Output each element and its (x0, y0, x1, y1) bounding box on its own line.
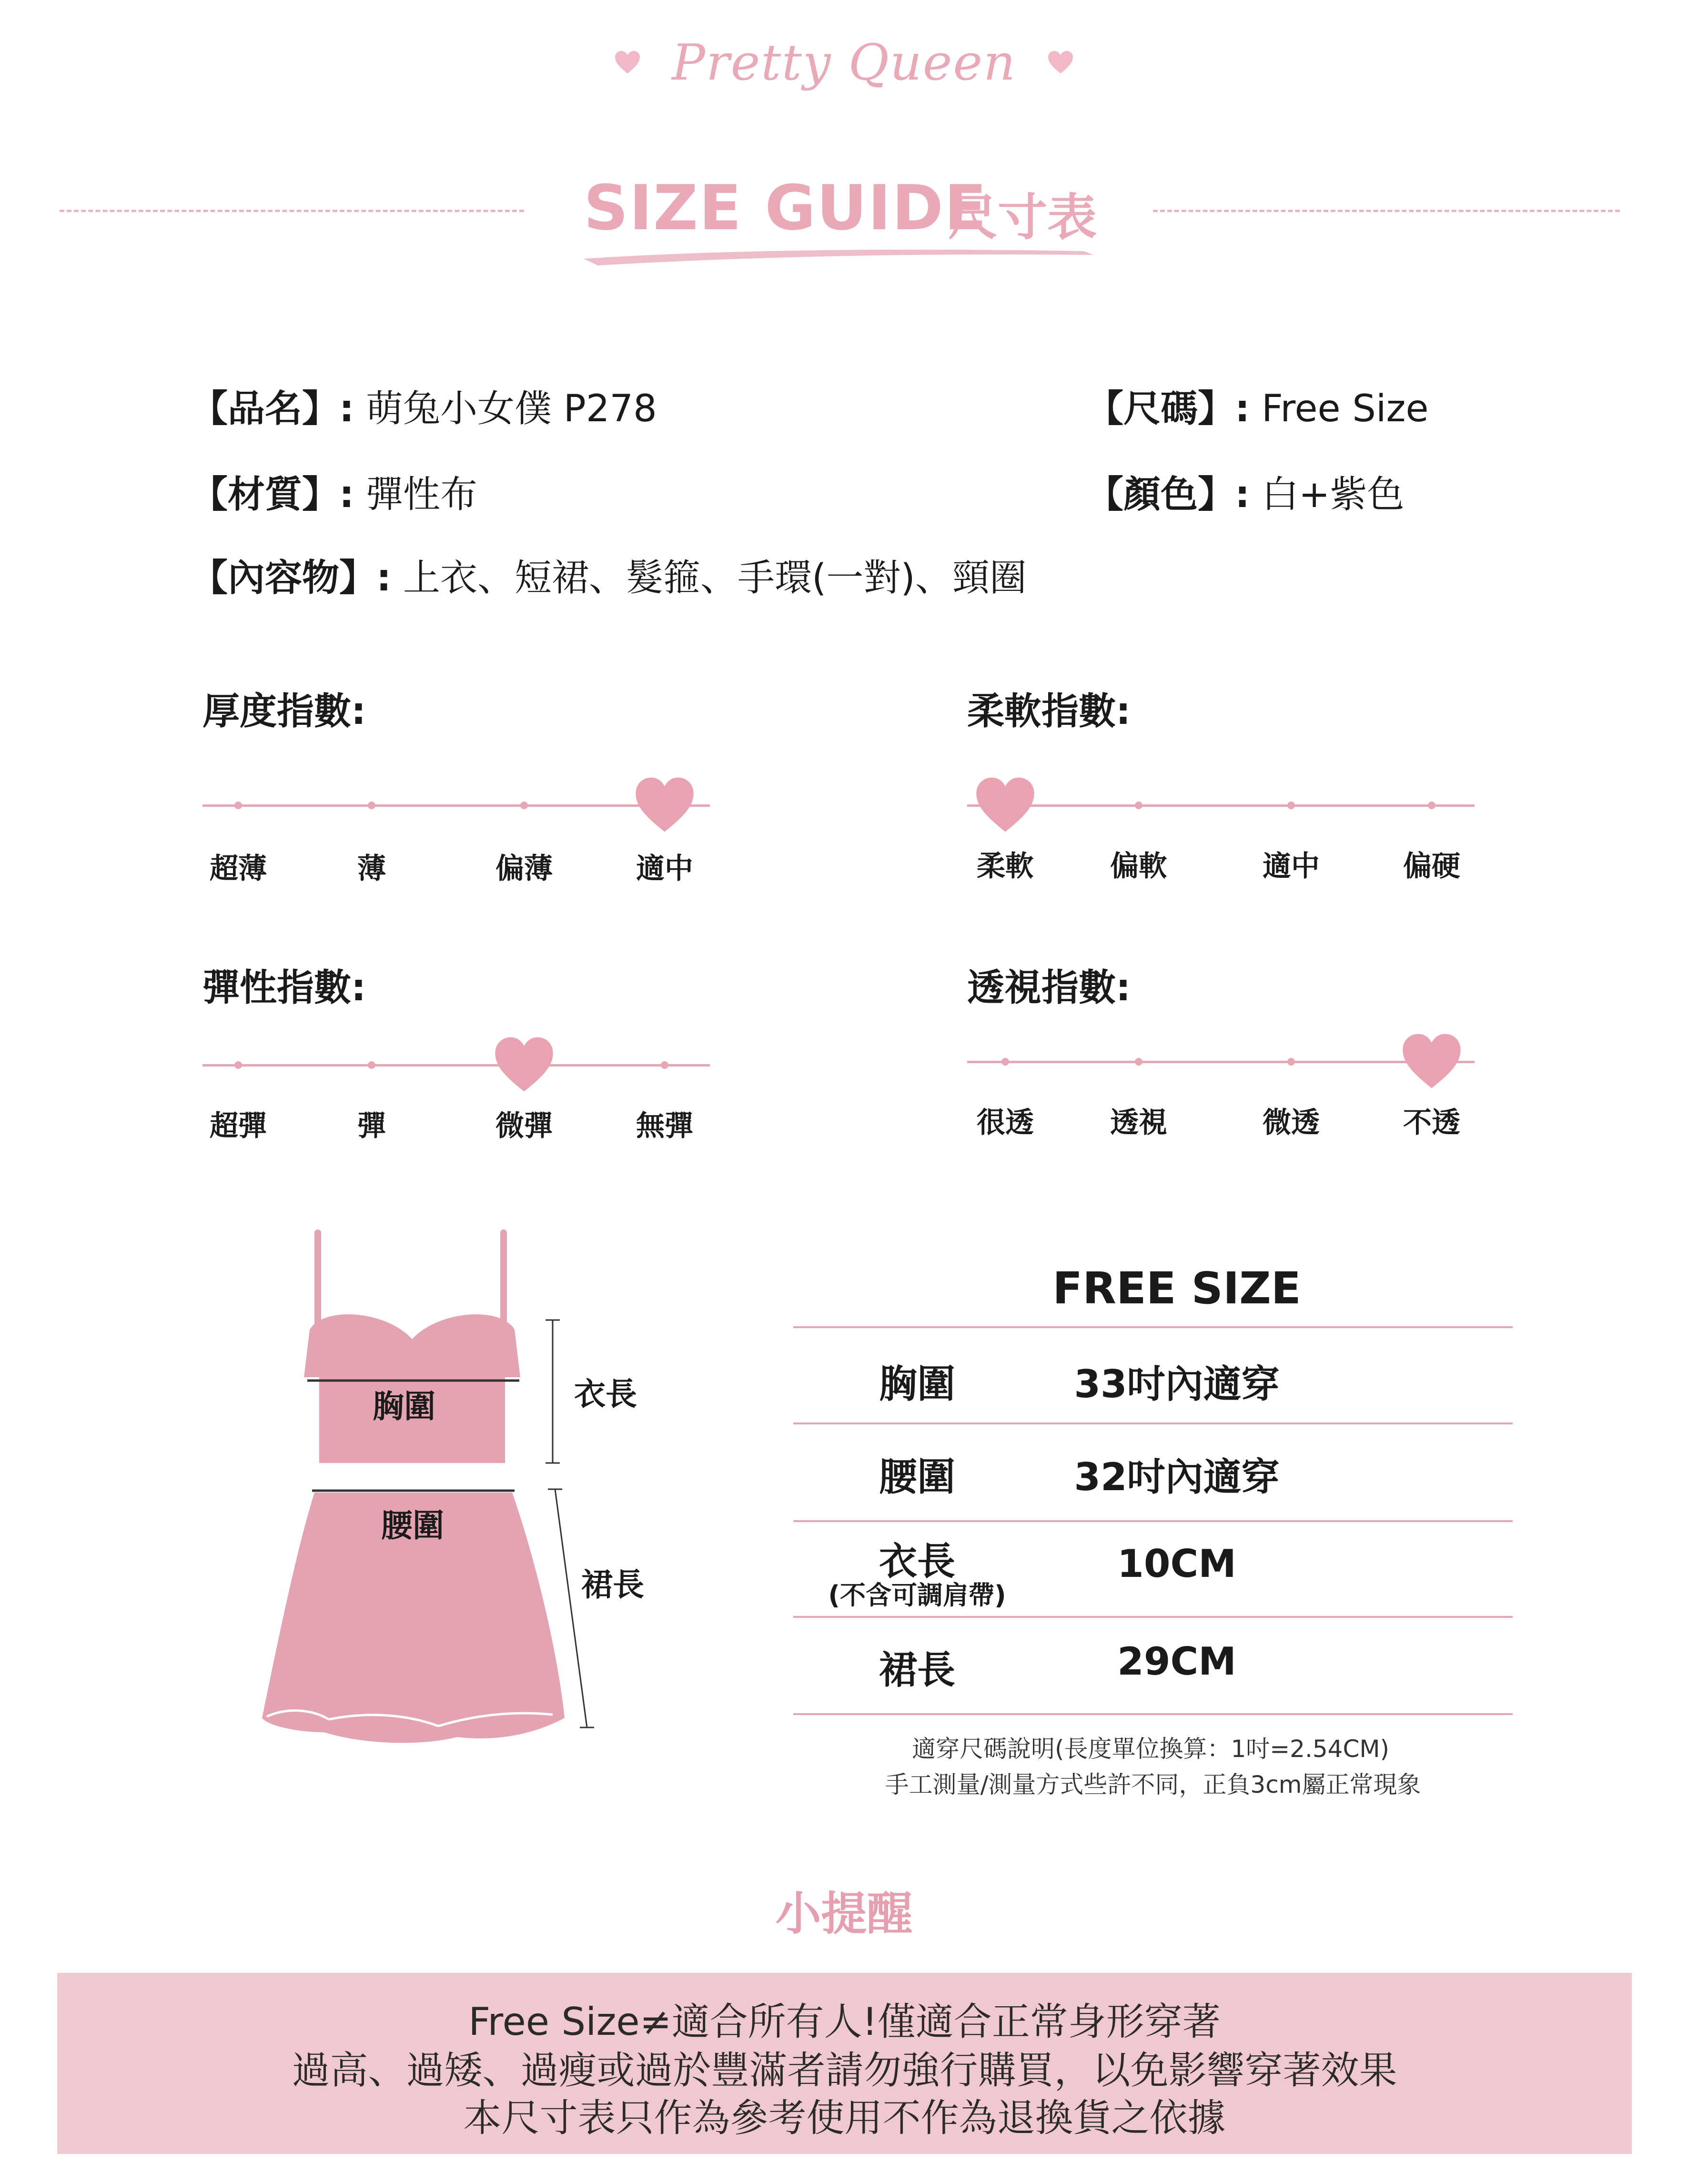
label-chest: 胸圍 (373, 1388, 435, 1425)
heart-icon (1047, 51, 1074, 74)
label-waist: 腰圍 (381, 1507, 444, 1544)
info-name: 【品名】: 萌兔小女僕 P278 (191, 387, 657, 430)
index-title: 厚度指數: (202, 690, 366, 733)
selected-heart-icon (1401, 1032, 1463, 1090)
reminder-line: 過高、過矮、過瘦或過於豐滿者請勿強行購買，以免影響穿著效果 (292, 2048, 1397, 2093)
row-label: 衣長 (879, 1539, 955, 1584)
table-divider (793, 1713, 1513, 1715)
scale-option-label: 偏硬 (1403, 850, 1460, 883)
row-sublabel: (不含可調肩帶) (828, 1580, 1006, 1610)
row-value: 32吋內適穿 (1074, 1455, 1280, 1499)
scale-dot (234, 1061, 242, 1069)
scale-dot (520, 802, 528, 809)
scale-dot (234, 802, 242, 809)
divider-left (60, 210, 524, 212)
scale-option-label: 偏軟 (1110, 850, 1167, 883)
scale-option-label: 柔軟 (977, 850, 1034, 883)
scale-line (967, 1061, 1475, 1063)
index-title: 透視指數: (967, 966, 1131, 1009)
scale-option-label: 透視 (1110, 1106, 1167, 1139)
row-label: 腰圍 (879, 1455, 955, 1499)
row-value: 10CM (1117, 1542, 1236, 1586)
scale-option-label: 適中 (636, 852, 693, 885)
scale-dot (661, 1061, 668, 1069)
info-size: 【尺碼】: Free Size (1086, 387, 1429, 430)
scale-line (967, 804, 1475, 807)
row-label: 胸圍 (879, 1362, 955, 1406)
label-top-length: 衣長 (574, 1376, 637, 1412)
scale-dot (368, 1061, 375, 1069)
label-skirt-length: 裙長 (581, 1566, 644, 1603)
title-row (0, 162, 1688, 257)
row-value: 29CM (1117, 1639, 1236, 1684)
scale-option-label: 不透 (1403, 1106, 1460, 1139)
reminder-box (57, 1973, 1632, 2154)
divider-right (1153, 210, 1620, 212)
table-divider (793, 1616, 1513, 1618)
scale-option-label: 超彈 (210, 1109, 267, 1143)
table-divider (793, 1326, 1513, 1328)
row-label: 裙長 (879, 1648, 955, 1692)
scale-dot (1135, 1058, 1142, 1066)
info-material: 【材質】: 彈性布 (191, 473, 478, 516)
page-title-zh: 尺寸表 (948, 188, 1097, 246)
scale-dot (1001, 1058, 1009, 1066)
reminder-line: 本尺寸表只作為參考使用不作為退換貨之依據 (463, 2096, 1226, 2140)
reminder-line: Free Size≠適合所有人!僅適合正常身形穿著 (468, 2000, 1221, 2044)
info-contents: 【內容物】: 上衣、短裙、髮箍、手環(一對)、頸圈 (191, 557, 1027, 599)
scale-option-label: 微彈 (495, 1109, 553, 1143)
brand-header (0, 33, 1688, 91)
scale-dot (1135, 802, 1142, 809)
table-divider (793, 1422, 1513, 1424)
scale-option-label: 偏薄 (495, 852, 553, 885)
reminder-title: 小提醒 (775, 1887, 913, 1940)
brand-logo: Pretty Queen (672, 33, 1016, 91)
row-value: 33吋內適穿 (1074, 1362, 1280, 1406)
scale-dot (1428, 802, 1435, 809)
selected-heart-icon (493, 1036, 555, 1094)
selected-heart-icon (974, 776, 1036, 834)
table-note: 適穿尺碼說明(長度單位換算：1吋=2.54CM) (911, 1735, 1390, 1763)
index-title: 彈性指數: (202, 966, 366, 1009)
info-color: 【顏色】: 白+紫色 (1086, 473, 1405, 516)
index-title: 柔軟指數: (967, 690, 1131, 733)
scale-option-label: 彈 (357, 1109, 386, 1143)
scale-option-label: 超薄 (210, 852, 267, 885)
scale-dot (1287, 1058, 1295, 1066)
scale-option-label: 很透 (977, 1106, 1034, 1139)
table-header: FREE SIZE (1052, 1263, 1301, 1314)
scale-dot (1287, 802, 1295, 809)
garment-diagram (248, 1220, 619, 1768)
scale-option-label: 薄 (357, 852, 386, 885)
heart-icon (614, 51, 641, 74)
table-note: 手工測量/測量方式些許不同，正負3cm屬正常現象 (885, 1771, 1421, 1798)
table-divider (793, 1520, 1513, 1522)
scale-option-label: 無彈 (636, 1109, 693, 1143)
scale-option-label: 適中 (1263, 850, 1320, 883)
scale-option-label: 微透 (1263, 1106, 1320, 1139)
brush-underline (579, 241, 1103, 269)
scale-line (202, 1064, 710, 1067)
scale-dot (368, 802, 375, 809)
page-title: SIZE GUIDE (584, 172, 988, 244)
selected-heart-icon (634, 776, 696, 834)
